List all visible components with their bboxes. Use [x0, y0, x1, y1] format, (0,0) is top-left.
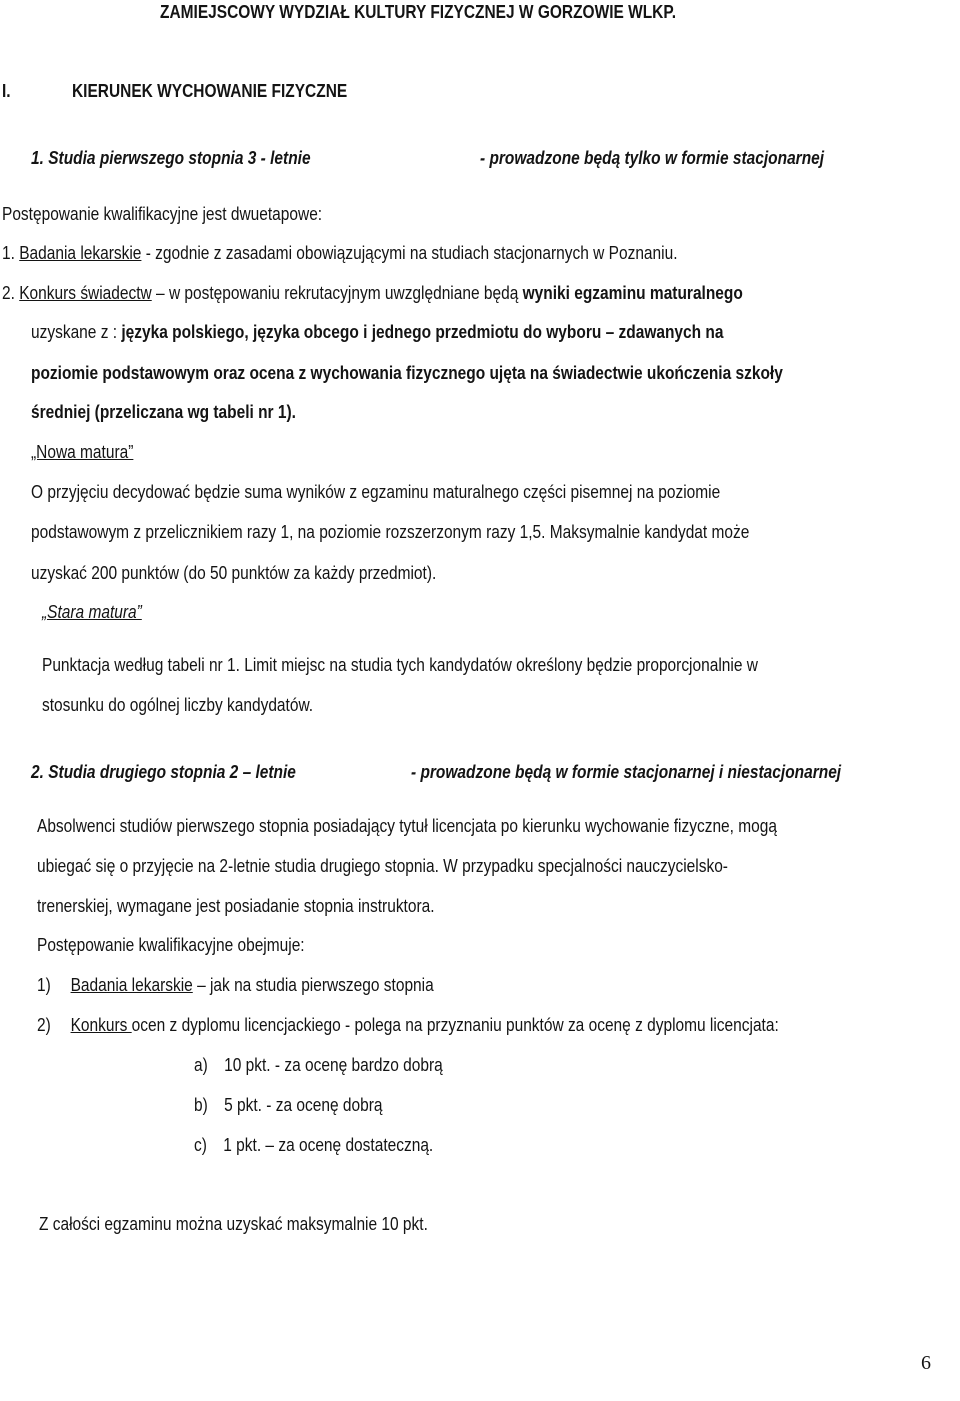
grade-item-c	[194, 1134, 433, 1156]
study2-item1-number: 1)	[37, 975, 51, 995]
study1-item1-label: Badania lekarskie	[19, 243, 142, 263]
study2-item2-text: ocen z dyplomu licencjackiego - polega na przyznaniu punktów za ocenę z dyplomu licencjata:	[131, 1015, 779, 1035]
study1-item2-line2-bold: języka polskiego, języka obcego i jednego przedmiotu do wyboru – zdawanych na	[121, 322, 724, 342]
nowa-matura-title: „Nowa matura”	[31, 442, 134, 462]
study1-qualification: Postępowanie kwalifikacyjne jest dwuetapowe:	[2, 204, 323, 224]
grade-text-b: 5 pkt. - za ocenę dobrą	[224, 1095, 383, 1115]
nowa-matura-line1: O przyjęciu decydować będzie suma wyników z egzaminu maturalnego części pisemnej na poziomie	[31, 482, 721, 502]
grade-letter-c: c)	[194, 1135, 207, 1155]
page-number: 6	[921, 1352, 931, 1374]
stara-matura-line1: Punktacja według tabeli nr 1. Limit miejsc na studia tych kandydatów określony będzie proporcjonalnie w	[42, 655, 758, 675]
study2-max-points: Z całości egzaminu można uzyskać maksymalnie 10 pkt.	[39, 1214, 428, 1234]
study2-qualification: Postępowanie kwalifikacyjne obejmuje:	[37, 935, 305, 955]
study2-para-line2: ubiegać się o przyjęcie na 2-letnie studia drugiego stopnia. W przypadku specjalności nauczycielsko-	[37, 856, 728, 876]
section-title: KIERUNEK WYCHOWANIE FIZYCZNE	[72, 81, 348, 101]
stara-matura-title: „Stara matura”	[42, 602, 142, 622]
study1-item2-line2	[31, 321, 723, 343]
study1-item1	[2, 242, 678, 264]
grade-text-c: 1 pkt. – za ocenę dostateczną.	[223, 1135, 434, 1155]
study2-para-line3: trenerskiej, wymagane jest posiadanie stopnia instruktora.	[37, 896, 435, 916]
study1-item1-number: 1.	[2, 243, 15, 263]
study1-item1-text: - zgodnie z zasadami obowiązującymi na studiach stacjonarnych w Poznaniu.	[141, 243, 678, 263]
study1-mode: - prowadzone będą tylko w formie stacjonarnej	[480, 148, 825, 168]
study2-heading: 2. Studia drugiego stopnia 2 – letnie	[31, 762, 296, 782]
nowa-matura-line3: uzyskać 200 punktów (do 50 punktów za każdy przedmiot).	[31, 563, 437, 583]
grade-letter-b: b)	[194, 1095, 208, 1115]
study1-item2-label: Konkurs świadectw	[19, 283, 152, 303]
study1-item2-line4: średniej (przeliczana wg tabeli nr 1).	[31, 402, 296, 422]
study1-item2-text: – w postępowaniu rekrutacyjnym uwzględniane będą	[151, 283, 523, 303]
study2-item1-text: – jak na studia pierwszego stopnia	[192, 975, 434, 995]
grade-item-a	[194, 1054, 443, 1076]
grade-letter-a: a)	[194, 1055, 208, 1075]
grade-item-b	[194, 1094, 382, 1116]
study1-item2-bold: wyniki egzaminu maturalnego	[522, 283, 743, 303]
nowa-matura-line2: podstawowym z przelicznikiem razy 1, na poziomie rozszerzonym razy 1,5. Maksymalnie kandydat może	[31, 522, 750, 542]
study1-item2-line2-plain: uzyskane z :	[31, 322, 122, 342]
study2-mode: - prowadzone będą w formie stacjonarnej i niestacjonarnej	[411, 762, 842, 782]
study1-item2-number: 2.	[2, 283, 15, 303]
stara-matura-line2: stosunku do ogólnej liczby kandydatów.	[42, 695, 314, 715]
study1-heading: 1. Studia pierwszego stopnia 3 - letnie	[31, 148, 311, 168]
study1-item2-line1	[2, 282, 743, 304]
study2-item1	[37, 974, 434, 996]
study2-item2-number: 2)	[37, 1015, 51, 1035]
study2-item2-label: Konkurs	[70, 1015, 132, 1035]
document-header: ZAMIEJSCOWY WYDZIAŁ KULTURY FIZYCZNEJ W GORZOWIE WLKP.	[160, 2, 676, 22]
section-number: I.	[2, 81, 11, 101]
study1-item2-line3: poziomie podstawowym oraz ocena z wychowania fizycznego ujęta na świadectwie ukończenia szkoły	[31, 363, 783, 383]
grade-text-a: 10 pkt. - za ocenę bardzo dobrą	[224, 1055, 443, 1075]
study2-item1-label: Badania lekarskie	[70, 975, 193, 995]
study2-item2	[37, 1014, 779, 1036]
study2-para-line1: Absolwenci studiów pierwszego stopnia posiadający tytuł licencjata po kierunku wychowanie fizyczne, mogą	[37, 816, 777, 836]
